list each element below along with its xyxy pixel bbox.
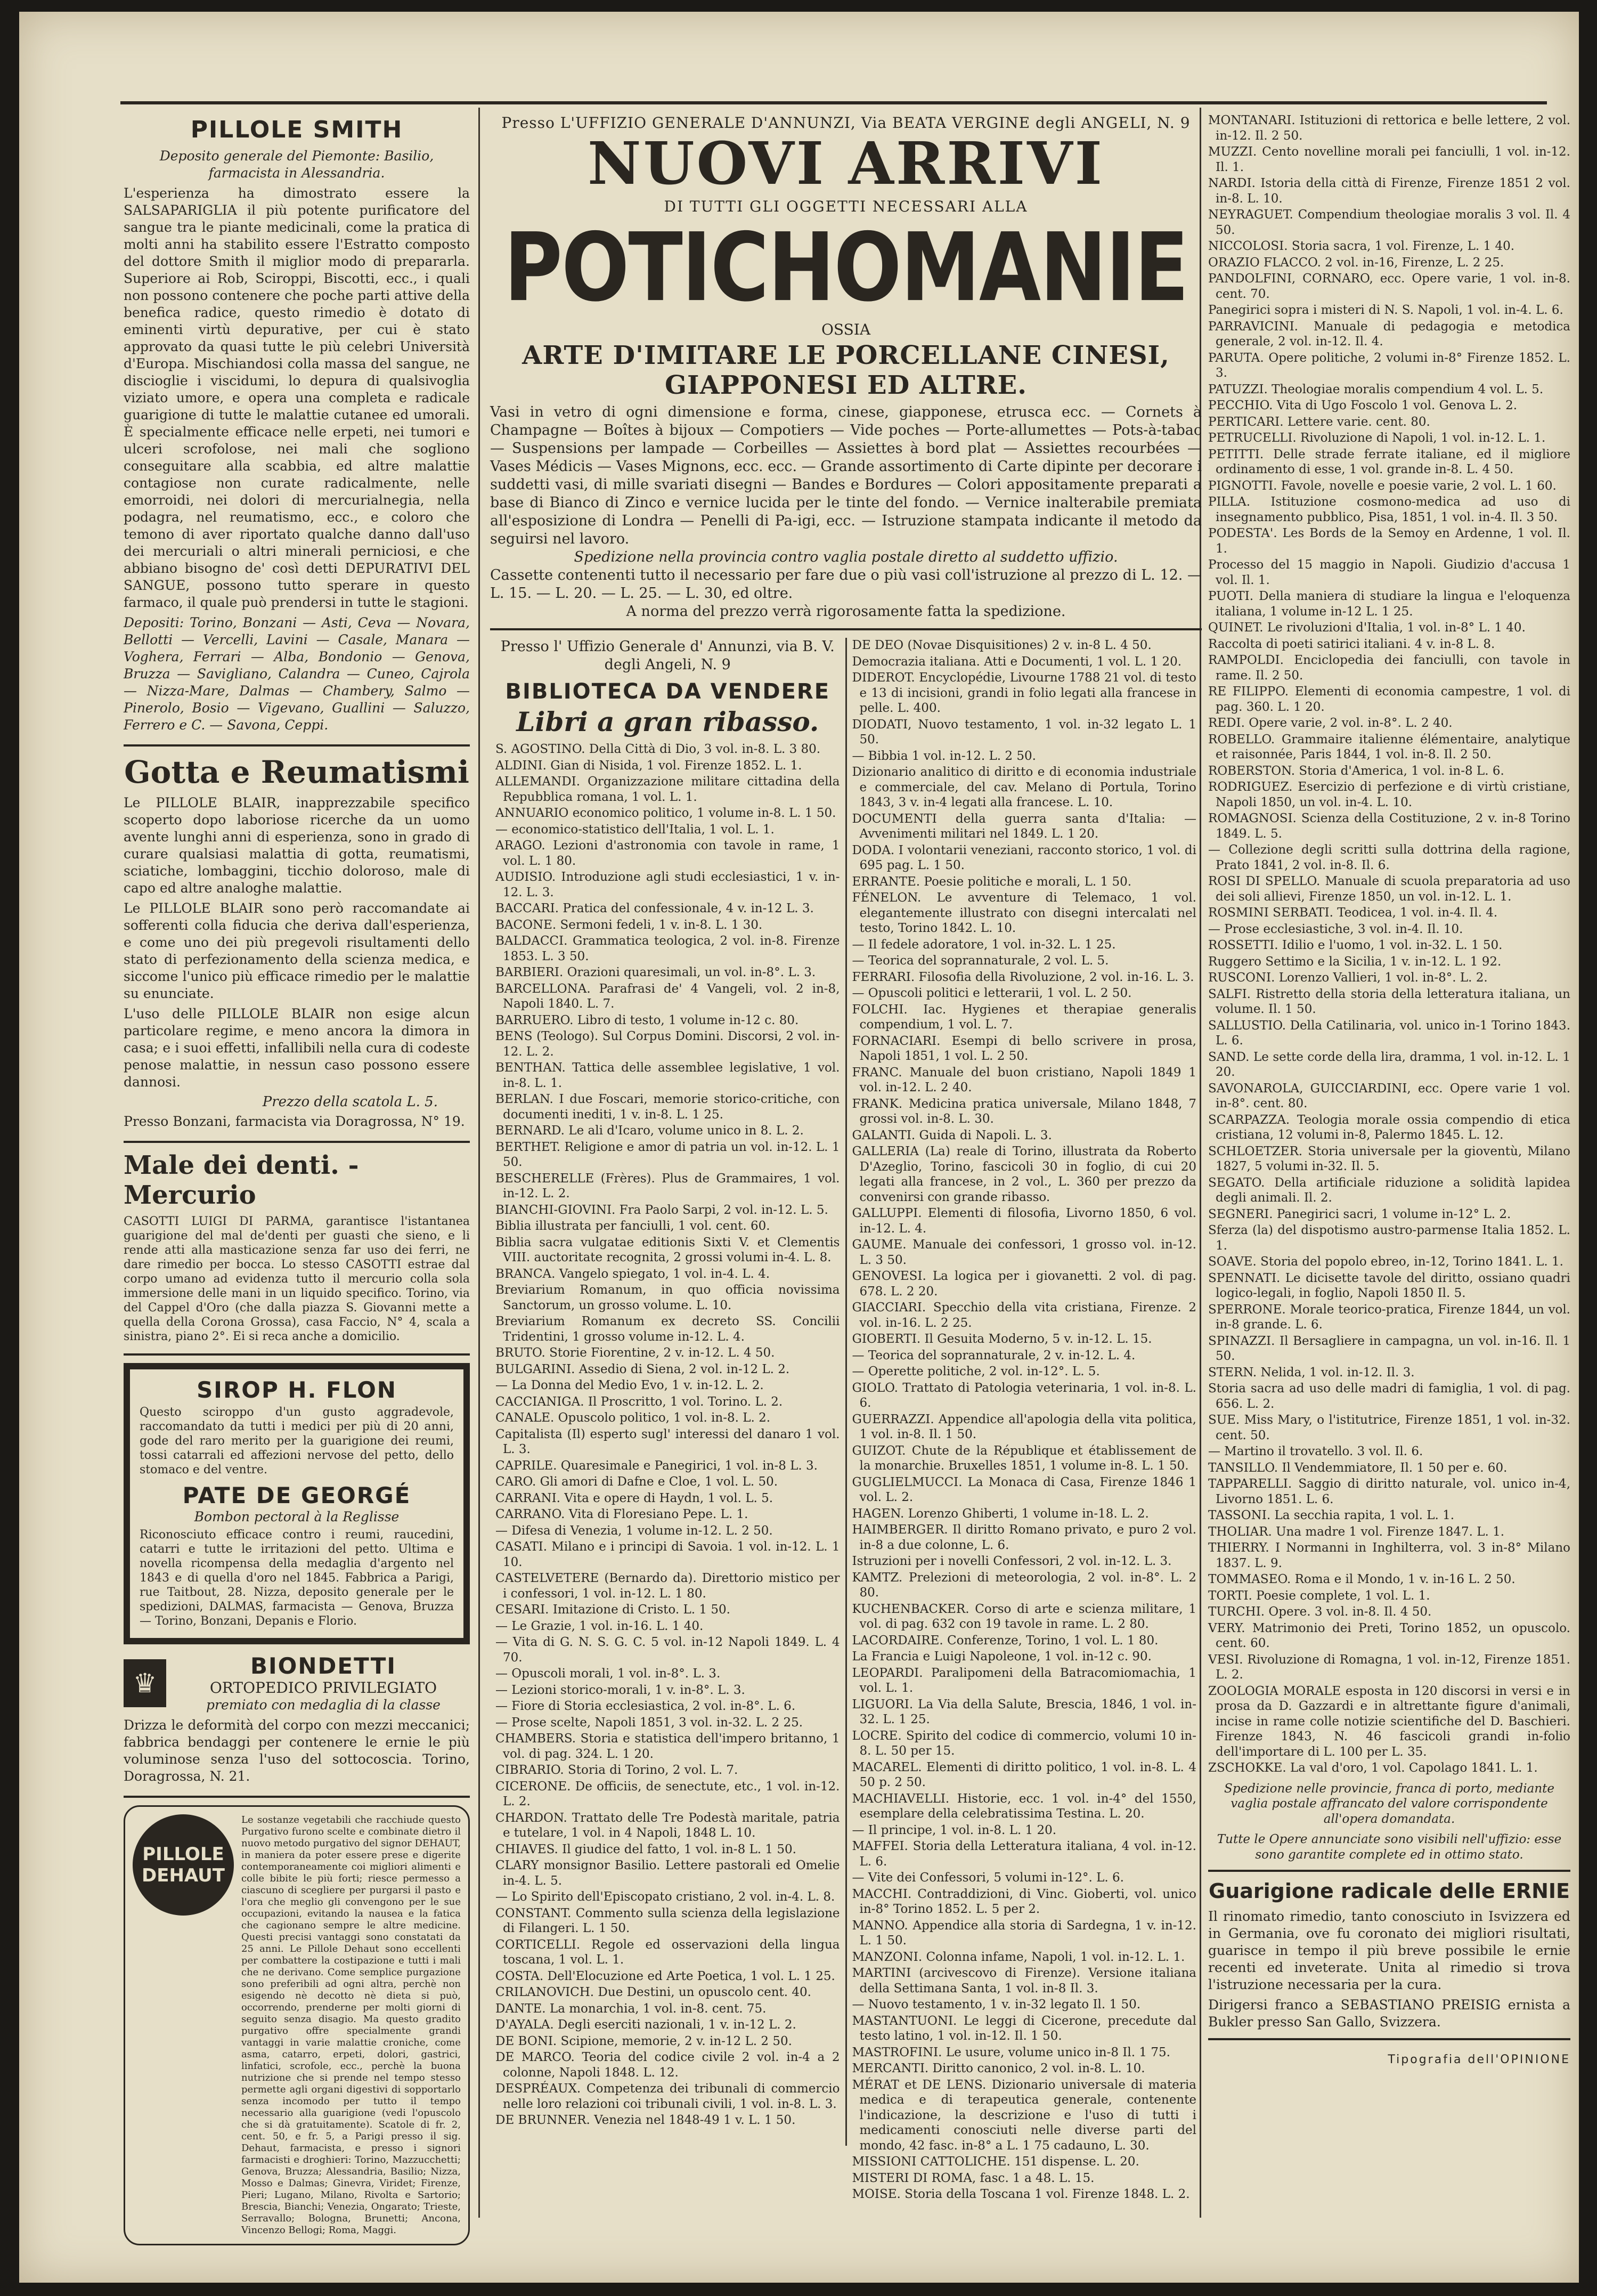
- book-entry: LOCRE. Spirito del codice di commercio, volumi 10 in-8. L. 50 per 15.: [852, 1729, 1196, 1758]
- book-entry: PERTICARI. Lettere varie. cent. 80.: [1208, 415, 1430, 429]
- book-entry: GAUME. Manuale dei confessori, 1 grosso vol. in-12. L. 3 50.: [852, 1238, 1196, 1267]
- book-entry: — La Donna del Medio Evo, 1 v. in-12. L. 2.: [495, 1378, 764, 1392]
- book-entry: PARRAVICINI. Manuale di pedagogia e metodica generale, 2 vol. in-12. Il. 4.: [1208, 319, 1570, 348]
- book-entry: ROSMINI SERBATI. Teodicea, 1 vol. in-4. Il. 4.: [1208, 906, 1498, 920]
- smith-title: PILLOLE SMITH: [190, 116, 403, 143]
- book-entry: CIBRARIO. Storia di Torino, 2 vol. L. 7.: [495, 1763, 738, 1777]
- bib-title: BIBLIOTECA DA VENDERE: [505, 679, 830, 704]
- middle-column: [490, 113, 1202, 2201]
- bib-subtitle: Libri a gran ribasso.: [516, 706, 819, 737]
- book-entry: DE BRUNNER. Venezia nel 1848-49 1 v. L. 1 50.: [495, 2113, 796, 2127]
- book-entry: MANNO. Appendice alla storia di Sardegna, 1 v. in-12. L. 1 50.: [852, 1918, 1196, 1948]
- spedizione-note: Spedizione nelle provincie, franca di porto, mediante vaglia postale affrancato del valore corrispondente all'opera domandata.: [1224, 1781, 1554, 1826]
- gotta-price: Prezzo della scatola L. 5.: [262, 1094, 438, 1110]
- di-tutti-line: DI TUTTI GLI OGGETTI NECESSARI ALLA: [664, 198, 1028, 215]
- book-entry: Breviarium Romanum ex decreto SS. Concilii Tridentini, 1 grosso volume in-12. L. 4.: [495, 1315, 840, 1344]
- book-entry: DANTE. La monarchia, 1 vol. in-8. cent. 75.: [495, 2001, 767, 2016]
- book-entry: Raccolta di poeti satirici italiani. 4 v. in-8 L. 8.: [1208, 637, 1495, 651]
- book-entry: ERRANTE. Poesie politiche e morali, L. 1 50.: [852, 874, 1132, 889]
- norma-line: A norma del prezzo verrà rigorosamente fatta la spedizione.: [626, 603, 1066, 620]
- book-entry: — Il principe, 1 vol. in-8. L. 1 20.: [852, 1823, 1057, 1837]
- book-entry: CLARY monsignor Basilio. Lettere pastorali ed Omelie in-4. L. 5.: [495, 1859, 840, 1888]
- gotta-presso: Presso Bonzani, farmacista via Doragrossa, N° 19.: [124, 1114, 465, 1129]
- biondetti-medal: premiato con medaglia di la classe: [206, 1697, 441, 1713]
- book-entry: — Teorica del soprannaturale, 2 vol. L. 5.: [852, 954, 1109, 968]
- book-entry: CAPRILE. Quaresimale e Panegirici, 1 vol. in-8 L. 3.: [495, 1458, 818, 1473]
- book-entry: MOISE. Storia della Toscana 1 vol. Firenze 1848. L. 2.: [852, 2187, 1190, 2201]
- vasi-list: Vasi in vetro di ogni dimensione e forma, cinese, giapponese, etrusca ecc. — Cornets à Champagne — Boîtes à bijoux — Compotiers — Vide poches — Porte-allumettes — Pots-à-tabac — Suspensions per lampade — Corbeilles — Assiettes à bord plat — Assiettes recourbées — Vases Médicis — Vases Mignons, ecc. ecc. — Grande assortimento di Carte dipinte per decorare i suddetti vasi, di mille svariati disegni — Bandes e Bordures — Colori appositamente preparati a base di Bianco di Zinco e vernice lucida per le tinte del fondo. — Vernice inalterabile premiata all'esposizione di Londra — Penelli di Pa-igi, ecc. — Istruzione stampata indicante il metodo da seguirsi nel lavoro.: [490, 404, 1202, 547]
- crown-emblem-icon: ♛: [124, 1659, 166, 1707]
- book-entry: RUSCONI. Lorenzo Vallieri, 1 vol. in-8°. L. 2.: [1208, 971, 1488, 985]
- book-entry: CACCIANIGA. Il Proscritto, 1 vol. Torino. L. 2.: [495, 1394, 783, 1409]
- book-entry: PODESTA'. Les Bords de la Semoy en Ardenne, 1 vol. Il. 1.: [1208, 526, 1570, 556]
- book-entry: TORTI. Poesie complete, 1 vol. L. 1.: [1208, 1588, 1430, 1603]
- dehaut-content: [133, 1814, 461, 2236]
- book-entry: ALDINI. Gian di Nisida, 1 vol. Firenze 1852. L. 1.: [495, 758, 802, 773]
- book-entry: Processo del 15 maggio in Napoli. Giudizio d'accusa 1 vol. Il. 1.: [1208, 558, 1570, 587]
- book-entry: Panegirici sopra i misteri di N. S. Napoli, 1 vol. in-4. L. 6.: [1208, 303, 1563, 317]
- printer-credit: Tipografia dell'OPINIONE: [1388, 2053, 1570, 2066]
- book-entry: Istruzioni per i novelli Confessori, 2 vol. in-12. L. 3.: [852, 1554, 1172, 1568]
- book-entry: PATUZZI. Theologiae moralis compendium 4 vol. L. 5.: [1208, 382, 1544, 396]
- book-entry: SAND. Le sette corde della lira, dramma, 1 vol. in-12. L. 1 20.: [1208, 1050, 1570, 1079]
- book-entry: BACCARI. Pratica del confessionale, 4 v. in-12 L. 3.: [495, 902, 814, 915]
- book-entry: FOLCHI. Iac. Hygienes et therapiae generalis compendium, 1 vol. L. 7.: [852, 1002, 1196, 1032]
- book-entry: GENOVESI. La logica per i giovanetti. 2 vol. di pag. 678. L. 2 20.: [852, 1269, 1196, 1299]
- george-subtitle: Bombon pectoral à la Reglisse: [194, 1509, 400, 1524]
- book-entry: BENS (Teologo). Sul Corpus Domini. Discorsi, 2 vol. in-12. L. 2.: [495, 1029, 840, 1059]
- book-entry: ROBERSTON. Storia d'America, 1 vol. in-8 L. 6.: [1208, 764, 1504, 778]
- book-entry: CONSTANT. Commento sulla scienza della legislazione di Filangeri. L. 1 50.: [495, 1906, 840, 1935]
- arte-line: ARTE D'IMITARE LE PORCELLANE CINESI, GIAPPONESI ED ALTRE.: [522, 340, 1170, 400]
- book-entry: GIOLO. Trattato di Patologia veterinaria, 1 vol. in-8. L. 6.: [852, 1381, 1196, 1410]
- book-entry: BERNARD. Le ali d'Icaro, volume unico in 8. L. 2.: [495, 1124, 804, 1138]
- book-entry: Breviarium Romanum, in quo officia novissima Sanctorum, un grosso volume. L. 10.: [495, 1283, 840, 1312]
- flon-title: SIROP H. FLON: [197, 1377, 397, 1403]
- book-entry: MARTINI (arcivescovo di Firenze). Versione italiana della Settimana Santa, 1 vol. in-8 Il. 3.: [852, 1966, 1196, 1995]
- book-entry: MERCANTI. Diritto canonico, 2 vol. in-8. L. 10.: [852, 2062, 1145, 2075]
- biondetti-body: Drizza le deformità del corpo con mezzi meccanici; fabbrica bendaggi per contenere le ernie le più voluminose senza l'uso del sottocoscia. Torino, Doragrossa, N. 21.: [124, 1717, 470, 1784]
- book-entry: CHARDON. Trattato delle Tre Podestà maritale, patria e tutelare, 1 vol. in 4 Napoli, 1848 L. 10.: [495, 1811, 840, 1840]
- gotta-p3: L'uso delle PILLOLE BLAIR non esige alcun particolare regime, e meno ancora la dimora in casa; e i suoi effetti, infallibili nella cura di codeste penose malattie, in nessun caso possono essere dannosi.: [124, 1006, 470, 1090]
- potichomanie-title: POTICHOMANIE: [504, 213, 1188, 323]
- dehaut-badge-line1: PILLOLE: [142, 1844, 224, 1865]
- book-entry: NARDI. Istoria della città di Firenze, Firenze 1851 2 vol. in-8. L. 10.: [1208, 176, 1570, 206]
- book-entry: MONTANARI. Istituzioni di rettorica e belle lettere, 2 vol. in-12. Il. 2 50.: [1208, 113, 1570, 143]
- book-entry: CORTICELLI. Regole ed osservazioni della lingua toscana, 1 vol. L. 1.: [495, 1937, 840, 1967]
- book-entry: CARRANI. Vita e opere di Haydn, 1 vol. L. 5.: [495, 1491, 773, 1505]
- book-entry: NEYRAGUET. Compendium theologiae moralis 3 vol. Il. 4 50.: [1208, 208, 1570, 237]
- biondetti-header: [124, 1653, 470, 1714]
- book-entry: BARRUERO. Libro di testo, 1 volume in-12 c. 80.: [495, 1013, 799, 1027]
- book-entry: La Francia e Luigi Napoleone, 1 vol. in-12 c. 90.: [852, 1650, 1152, 1664]
- flon-body: Questo sciroppo d'un gusto aggradevole, raccomandato da tutti i medici per più di 20 anni, gode del raro merito per la guarigione dei reumi, tossi catarrali ed affezioni nervose del petto, dello stomaco e del ventre.: [140, 1406, 454, 1476]
- book-entry: CRILANOVICH. Due Destini, un opuscolo cent. 40.: [495, 1985, 811, 1999]
- spedizione-line: Spedizione nella provincia contro vaglia postale diretto al suddetto uffizio.: [574, 549, 1118, 565]
- denti-body: CASOTTI LUIGI DI PARMA, garantisce l'istantanea guarigione del mal de'denti per guasti che sieno, e li rende atti alla masticazione senza far uso dei ferri, ne dare rimedio per bocca. Lo stesso CASOTTI estrae dal corpo umano ad evidenza tutto il mercurio colla sola immersione delle mani in un liquido specifico. Torino, via del Cappel d'Oro (che dalla piazza S. Giovanni mette a quella della Corona Grossa), casa Faccio, N° 4, scala a sinistra, piano 2°. Ei si reca anche a domicilio.: [124, 1215, 470, 1343]
- book-entry: DE DEO (Novae Disquisitiones) 2 v. in-8 L. 4 50.: [852, 638, 1152, 652]
- book-entry: DESPRÉAUX. Competenza dei tribunali di commercio nelle loro relazioni coi tribunali civili, 1 vol. in-8. L. 3.: [495, 2082, 840, 2111]
- book-entry: MACHIAVELLI. Historie, ecc. 1 vol. in-4° del 1550, esemplare della celebratissima Testina. L. 20.: [852, 1791, 1196, 1821]
- book-entry: CESARI. Imitazione di Cristo. L. 1 50.: [495, 1603, 730, 1617]
- book-entry: QUINET. Le rivoluzioni d'Italia, 1 vol. in-8° L. 1 40.: [1208, 621, 1526, 635]
- book-entry: — Prose ecclesiastiche, 3 vol. in-4. Il. 10.: [1208, 922, 1463, 936]
- book-entry: — Teorica del soprannaturale, 2 v. in-12. L. 4.: [852, 1348, 1136, 1362]
- book-entry: TASSONI. La secchia rapita, 1 vol. L. 1.: [1208, 1508, 1455, 1522]
- book-entry: Storia sacra ad uso delle madri di famiglia, 1 vol. di pag. 656. L. 2.: [1208, 1382, 1570, 1411]
- book-entry: SPERRONE. Morale teorico-pratica, Firenze 1844, un vol. in-8 grande. L. 6.: [1208, 1302, 1570, 1332]
- book-entry: SPINAZZI. Il Bersagliere in campagna, un vol. in-16. Il. 1 50.: [1208, 1334, 1570, 1363]
- book-entry: DIODATI, Nuovo testamento, 1 vol. in-32 legato L. 1 50.: [852, 717, 1196, 747]
- book-entry: GUGLIELMUCCI. La Monaca di Casa, Firenze 1846 1 vol. L. 2.: [852, 1475, 1196, 1504]
- book-entry: VERY. Matrimonio dei Preti, Torino 1852, un opuscolo. cent. 60.: [1208, 1621, 1570, 1650]
- book-entry: — Fiore di Storia ecclesiastica, 2 vol. in-8°. L. 6.: [495, 1699, 796, 1713]
- book-entry: SEGATO. Della artificiale riduzione a solidità lapidea degli animali. Il. 2.: [1208, 1175, 1570, 1205]
- book-entry: PIGNOTTI. Favole, novelle e poesie varie, 2 vol. L. 1 60.: [1208, 478, 1557, 493]
- book-entry: MAFFEI. Storia della Letteratura italiana, 4 vol. in-12. L. 6.: [852, 1839, 1196, 1869]
- book-entry: GALLUPPI. Elementi di filosofia, Livorno 1850, 6 vol. in-12. L. 4.: [852, 1206, 1196, 1236]
- book-entry: SUE. Miss Mary, o l'istitutrice, Firenze 1851, 1 vol. in-32. cent. 50.: [1208, 1413, 1570, 1442]
- book-entry: REDI. Opere varie, 2 vol. in-8°. L. 2 40.: [1208, 716, 1453, 730]
- book-entry: TANSILLO. Il Vendemmiatore, Il. 1 50 per e. 60.: [1208, 1461, 1508, 1475]
- book-entry: SCARPAZZA. Teologia morale ossia compendio di etica cristiana, 12 volumi in-8, Palermo 1845. L. 12.: [1208, 1113, 1570, 1142]
- book-entry: — Prose scelte, Napoli 1851, 3 vol. in-32. L. 2 25.: [495, 1715, 803, 1730]
- book-entry: GUIZOT. Chute de la République et établissement de la monarchie. Bruxelles 1851, 1 volume in-8. L. 1 50.: [852, 1443, 1196, 1473]
- top-rule: [120, 101, 1547, 104]
- book-entry: TURCHI. Opere. 3 vol. in-8. Il. 4 50.: [1208, 1605, 1432, 1619]
- book-entry: MANZONI. Colonna infame, Napoli, 1 vol. in-12. L. 1.: [852, 1950, 1185, 1964]
- book-entry: Capitalista (Il) esperto sugl' interessi del danaro 1 vol. L. 3.: [495, 1427, 840, 1456]
- book-entry: PUOTI. Della maniera di studiare la lingua e l'eloquenza italiana, 1 volume in-12 L. 1 25.: [1208, 589, 1570, 619]
- biondetti-subtitle: ORTOPEDICO PRIVILEGIATO: [209, 1679, 437, 1697]
- dehaut-badge: [133, 1814, 234, 1916]
- book-entry: ZOOLOGIA MORALE esposta in 120 discorsi in versi e in prosa da D. Gazzardi e in altrettante figure d'animali, incise in rame colle notizie scientifiche del D. Baschieri. Firenze 1843, N. 46 fascicoli grandi in-folio dell'importare di L. 100 per L. 35.: [1208, 1684, 1570, 1759]
- book-entry: ROSI DI SPELLO. Manuale di scuola preparatoria ad uso dei soli allievi, Firenze 1850, un vol. in-12. L. 1.: [1208, 874, 1570, 904]
- gotta-p2: Le PILLOLE BLAIR sono però raccomandate ai sofferenti colla fiducia che deriva dall'esperienza, e come uno dei più pregevoli risultamenti dello stato di perfezionamento della scienza medica, e siccome l'unico più efficace rimedio per le malattie su enunciate.: [124, 900, 470, 1001]
- book-entry: BERTHET. Religione e amor di patria un vol. in-12. L. 1 50.: [495, 1140, 840, 1169]
- bib-presso: Presso l' Uffizio Generale d' Annunzi, via B. V. degli Angeli, N. 9: [500, 638, 835, 673]
- book-entry: ZSCHOKKE. La val d'oro, 1 vol. Capolago 1841. L. 1.: [1208, 1761, 1538, 1775]
- book-entry: GALLERIA (La) reale di Torino, illustrata da Roberto D'Azeglio, Torino, fascicoli 30 in foglio, di cui 20 legati alla francese, in 2 vol., L. 360 per prezzo da convenirsi con grande ribasso.: [852, 1145, 1196, 1204]
- book-entry: Biblia illustrata per fanciulli, 1 vol. cent. 60.: [495, 1219, 770, 1233]
- book-entry: ANNUARIO economico politico, 1 volume in-8. L. 1 50.: [495, 806, 836, 820]
- column-divider: [478, 108, 480, 2218]
- book-entry: BULGARINI. Assedio di Siena, 2 vol. in-12 L. 2.: [495, 1362, 790, 1376]
- book-entry: VESI. Rivoluzione di Romagna, 1 vol. in-12, Firenze 1851. L. 2.: [1208, 1652, 1570, 1682]
- ossia-line: OSSIA: [821, 321, 871, 338]
- book-entry: SALLUSTIO. Della Catilinaria, vol. unico in-1 Torino 1843. L. 6.: [1208, 1018, 1570, 1048]
- book-entry: BIANCHI-GIOVINI. Fra Paolo Sarpi, 2 vol. in-12. L. 5.: [495, 1203, 828, 1217]
- book-entry: — Operette politiche, 2 vol. in-12°. L. 5.: [852, 1365, 1100, 1378]
- newspaper-page: [19, 12, 1579, 2283]
- book-entry: PANDOLFINI, CORNARO, ecc. Opere varie, 1 vol. in-8. cent. 70.: [1208, 272, 1570, 301]
- smith-ad: [124, 116, 470, 747]
- book-entry: MUZZI. Cento novelline morali pei fanciulli, 1 vol. in-12. Il. 1.: [1208, 145, 1570, 174]
- book-entry: KUCHENBACKER. Corso di arte e scienza militare, 1 vol. di pag. 632 con 19 tavole in rame. L. 2 80.: [852, 1602, 1196, 1631]
- book-entry: CASATI. Milano e i principi di Savoia. 1 vol. in-12. L. 1 10.: [495, 1540, 840, 1569]
- book-list-right: [852, 638, 1197, 2202]
- book-entry: — Le Grazie, 1 vol. in-16. L. 1 40.: [495, 1619, 704, 1633]
- dehaut-ad: [124, 1805, 470, 2245]
- book-entry: MASTANTUONI. Le leggi di Cicerone, precedute dal testo latino, 1 vol. in-12. Il. 1 50.: [852, 2014, 1196, 2043]
- book-entry: — Difesa di Venezia, 1 volume in-12. L. 2 50.: [495, 1523, 773, 1538]
- biondetti-title: BIONDETTI: [250, 1653, 396, 1679]
- book-entry: GIACCIARI. Specchio della vita cristiana, Firenze. 2 vol. in-16. L. 2 25.: [852, 1301, 1196, 1330]
- biblioteca-left: [490, 638, 845, 2146]
- nuovi-arrivi-title: NUOVI ARRIVI: [588, 129, 1104, 198]
- book-entry: MACAREL. Elementi di diritto politico, 1 vol. in-8. L. 4 50 p. 2 50.: [852, 1760, 1196, 1789]
- book-entry: BERLAN. I due Foscari, memorie storico-critiche, con documenti inediti, 1 v. in-8. L. 1 25.: [495, 1092, 840, 1122]
- book-entry: RODRIGUEZ. Esercizio di perfezione e di virtù cristiane, Napoli 1850, un vol. in-4. L. 10.: [1208, 780, 1570, 809]
- book-entry: Ruggero Settimo e la Sicilia, 1 v. in-12. L. 1 92.: [1208, 954, 1502, 969]
- flon-ad: [124, 1363, 470, 1644]
- book-entry: BACONE. Sermoni fedeli, 1 v. in-8. L. 1 30.: [495, 918, 763, 932]
- book-entry: FORNACIARI. Esempi di bello scrivere in prosa, Napoli 1851, 1 vol. L. 2 50.: [852, 1034, 1196, 1063]
- book-list-col3: [1208, 113, 1570, 1776]
- book-entry: — Martino il trovatello. 3 vol. Il. 6.: [1208, 1445, 1423, 1458]
- book-entry: — Nuovo testamento, 1 v. in-32 legato Il. 1 50.: [852, 1998, 1141, 2011]
- book-entry: — Lo Spirito dell'Episcopato cristiano, 2 vol. in-4. L. 8.: [495, 1890, 835, 1904]
- book-entry: GUERRAZZI. Appendice all'apologia della vita politica, 1 vol. in-8. Il. 1 50.: [852, 1412, 1196, 1441]
- book-entry: Dizionario analitico di diritto e di economia industriale e commerciale, del cav. Melano di Portula, Torino 1843, 3 v. in-4 legati alla francese. L. 10.: [852, 765, 1196, 809]
- gotta-ad: [124, 754, 470, 1143]
- potichomanie-ad: [490, 114, 1202, 621]
- book-entry: — economico-statistico dell'Italia, 1 vol. L. 1.: [495, 822, 775, 837]
- book-entry: DE MARCO. Teoria del codice civile 2 vol. in-4 a 2 colonne, Napoli 1848. L. 12.: [495, 2050, 840, 2080]
- book-entry: Biblia sacra vulgatae editionis Sixti V. et Clementis VIII. auctoritate recognita, 2 grossi volumi in-4. L. 8.: [495, 1235, 840, 1264]
- book-entry: LACORDAIRE. Conferenze, Torino, 1 vol. L. 1 80.: [852, 1633, 1159, 1648]
- book-entry: BARBIERI. Orazioni quaresimali, un vol. in-8°. L. 3.: [495, 966, 816, 979]
- book-entry: CARRANO. Vita di Floresiano Pepe. L. 1.: [495, 1507, 748, 1521]
- book-entry: ARAGO. Lezioni d'astronomia con tavole in rame, 1 vol. L. 1 80.: [495, 839, 840, 868]
- book-entry: MASTROFINI. Le usure, volume unico in-8 Il. 1 75.: [852, 2045, 1170, 2059]
- book-entry: DE BONI. Scipione, memorie, 2 v. in-12 L. 2 50.: [495, 2034, 792, 2048]
- book-entry: S. AGOSTINO. Della Città di Dio, 3 vol. in-8. L. 3 80.: [495, 742, 821, 756]
- left-column: [124, 113, 470, 2236]
- book-entry: CASTELVETERE (Bernardo da). Direttorio mistico per i confessori, 1 vol. in-12. L. 1 80.: [495, 1571, 840, 1601]
- book-entry: STERN. Nelida, 1 vol. in-12. Il. 3.: [1208, 1365, 1415, 1380]
- book-entry: FRANC. Manuale del buon cristiano, Napoli 1849 1 vol. in-12. L. 2 40.: [852, 1065, 1196, 1094]
- book-entry: DODA. I volontarii veneziani, racconto storico, 1 vol. di 695 pag. L. 1 50.: [852, 843, 1196, 872]
- book-list-left: [495, 742, 840, 2128]
- book-entry: FRANK. Medicina pratica universale, Milano 1848, 7 grossi vol. in-8. L. 30.: [852, 1097, 1196, 1126]
- ernie-body: Il rinomato rimedio, tanto conosciuto in Isvizzera ed in Germania, ove fu coronato dei migliori risultati, guarisce in tempo il più breve possibile le ernie recenti ed inveterate. Unita al rimedio si trova l'istruzione necessaria per la cura.: [1208, 1909, 1570, 1992]
- gotta-title: Gotta e Reumatismi: [124, 754, 469, 790]
- book-entry: HAIMBERGER. Il diritto Romano privato, e puro 2 vol. in-8 a due colonne, L. 6.: [852, 1523, 1196, 1552]
- cassette-line: Cassette contenenti tutto il necessario per fare due o più vasi coll'istruzione al prezzo di L. 12. — L. 15. — L. 20. — L. 25. — L. 30, ed oltre.: [490, 567, 1202, 602]
- opere-note: Tutte le Opere annunciate sono visibili nell'uffizio: esse sono garantite complete ed in ottimo stato.: [1217, 1832, 1562, 1862]
- book-entry: PETITTI. Delle strade ferrate italiane, ed il migliore ordinamento di esse, 1 vol. grande in-8. L. 4 50.: [1208, 447, 1570, 476]
- book-entry: PECCHIO. Vita di Ugo Foscolo 1 vol. Genova L. 2.: [1208, 399, 1518, 412]
- book-entry: BALDACCI. Grammatica teologica, 2 vol. in-8. Firenze 1853. L. 3 50.: [495, 934, 840, 963]
- book-entry: MISTERI DI ROMA, fasc. 1 a 48. L. 15.: [852, 2171, 1095, 2185]
- book-entry: CICERONE. De officiis, de senectute, etc., 1 vol. in-12. L. 2.: [495, 1779, 840, 1808]
- book-entry: — Vita di G. N. S. G. C. 5 vol. in-12 Napoli 1849. L. 4 70.: [495, 1635, 840, 1665]
- book-entry: MACCHI. Contraddizioni, di Vinc. Gioberti, vol. unico in-8° Torino 1852. L. 5 per 2.: [852, 1887, 1196, 1916]
- book-entry: CARO. Gli amori di Dafne e Cloe, 1 vol. L. 50.: [495, 1475, 778, 1489]
- book-entry: CANALE. Opuscolo politico, 1 vol. in-8. L. 2.: [495, 1411, 771, 1425]
- book-entry: SPENNATI. Le dicisette tavole del diritto, ossiano quadri logico-legali, in foglio, Napoli 1850 Il. 5.: [1208, 1271, 1570, 1300]
- book-entry: — Collezione degli scritti sulla dottrina della ragione, Prato 1841, 2 vol. in-8. Il. 6.: [1208, 843, 1570, 872]
- presso-header: Presso L'UFFIZIO GENERALE D'ANNUNZI, Via BEATA VERGINE degli ANGELI, N. 9: [501, 114, 1191, 132]
- book-entry: Sferza (la) del dispotismo austro-parmense Italia 1852. L. 1.: [1208, 1223, 1570, 1253]
- book-entry: SCHLOETZER. Storia universale per la gioventù, Milano 1827, 5 volumi in-32. Il. 5.: [1208, 1144, 1570, 1173]
- book-entry: TAPPARELLI. Saggio di diritto naturale, vol. unico in-4, Livorno 1851. L. 6.: [1208, 1477, 1570, 1506]
- book-entry: FERRARI. Filosofia della Rivoluzione, 2 vol. in-16. L. 3.: [852, 970, 1194, 984]
- book-entry: BRUTO. Storie Fiorentine, 2 v. in-12. L. 4 50.: [495, 1346, 775, 1360]
- book-entry: — Lezioni storico-morali, 1 v. in-8°. L. 3.: [495, 1683, 745, 1697]
- book-entry: GIOBERTI. Il Gesuita Moderno, 5 v. in-12. L. 15.: [852, 1332, 1152, 1346]
- book-entry: ORAZIO FLACCO. 2 vol. in-16, Firenze, L. 2 25.: [1208, 255, 1504, 270]
- book-entry: BESCHERELLE (Frères). Plus de Grammaires, 1 vol. in-12. L. 2.: [495, 1171, 840, 1200]
- book-entry: LIGUORI. La Via della Salute, Brescia, 1846, 1 vol. in-32. L. 1 25.: [852, 1697, 1196, 1726]
- book-entry: SEGNERI. Panegirici sacri, 1 volume in-12° L. 2.: [1208, 1207, 1511, 1221]
- smith-body: L'esperienza ha dimostrato essere la SALSAPARIGLIA il più potente purificatore del sangue tra le piante medicinali, come la pratica di molti anni ha stabilito essere l'Estratto composto del dottore Smith il miglior modo di prepararla. Superiore ai Rob, Sciroppi, Biscotti, ecc., i quali non possono contenere che poche parti attive della benefica radice, questo rimedio è dotato di eminenti virtù depurative, per cui è stato approvato da quasi tutte le più celebri Università d'Europa. Mischiandosi colla massa del sangue, ne discioglie i viscidumi, lo depura di qualsivoglia viziato umore, e opera una completa e radicale guarigione di tutte le malattie cutanee ed umorali. È specialmente efficace nelle erpeti, nei tumori e ulceri scrofolose, nei mali che sogliono conseguitare alla scabbia, ed altre malattie contagiose non curate radicalmente, nelle emorroidi, nei dolori di mercurialnegia, nella podagra, nel reumatismo, ecc., e coloro che temono di aver riportato qualche danno dall'uso dei mercuriali o altri minerali perniciosi, e che abbiano bisogno de' così detti DEPURATIVI DEL SANGUE, possono tutto sperare in questo farmaco, il quale può prendersi in tutte le stagioni.: [124, 185, 470, 610]
- book-entry: NICCOLOSI. Storia sacra, 1 vol. Firenze, L. 1 40.: [1208, 239, 1515, 253]
- book-entry: FÉNELON. Le avventure di Telemaco, 1 vol. elegantemente illustrato con disegni intercalati nel testo, Torino 1842. L. 10.: [852, 891, 1196, 935]
- dehaut-body: Le sostanze vegetabili che racchiude questo Purgativo furono scelte e combinate dietro il nuovo metodo purgativo del signor DEHAUT, in maniera da poter essere prese e digerite contemporaneamente coi migliori alimenti e colle bibite le più forti; riesce permesso a ciascuno di scegliere per purgarsi il pasto e l'ora che meglio gli convengono per le sue occupazioni, evitando la nausea e la fatica che cagionano sempre le altre medicine. Questi precisi vantaggi sono constatati da 25 anni. Le Pillole Dehaut sono eccellenti per combattere la costipazione e tutti i mali che ne derivano. Come semplice purgazione sono preferibili ad ogni altra, perchè non esigendo nè decotto nè dieta si può, occorrendo, prenderne per molti giorni di seguito senza disagio. Ma questo gradito purgativo offre specialmente grandi vantaggi in varie malattie croniche, come asma, catarro, erpeti, dolori, gastrici, linfatici, scrofole, ecc., perchè la buona nutrizione che si prende nel tempo stesso permette agli organi digestivi di sopportarlo senza incomodo per tutto il tempo necessario alla guarigione (vedi l'opuscolo che si dà gratuitamente). Scatole di fr. 2, cent. 50, e fr. 5, a Parigi presso il sig. Dehaut, farmacista, e presso i signori farmacisti e droghieri: Torino, Mazzucchetti; Genova, Bruzza; Alessandria, Basilio; Nizza, Mosso e Dalmas; Ginevra, Viridet; Firenze, Pieri; Lugano, Milano, Rivolta e Sartorio; Brescia, Bianchi; Venezia, Ongarato; Trieste, Serravallo; Bologna, Brunetti; Ancona, Vincenzo Bellogi; Roma, Maggi.: [241, 1814, 461, 2236]
- biblioteca-section: [490, 638, 1202, 2201]
- dehaut-badge-line2: DEHAUT: [142, 1865, 225, 1886]
- biblioteca-right: [845, 638, 1202, 2201]
- book-entry: PETRUCELLI. Rivoluzione di Napoli, 1 vol. in-12. L. 1.: [1208, 431, 1546, 445]
- right-column: [1208, 113, 1570, 2223]
- book-entry: THIERRY. I Normanni in Inghilterra, vol. 3 in-8° Milano 1837. L. 9.: [1208, 1541, 1570, 1570]
- book-entry: BRANCA. Vangelo spiegato, 1 vol. in-4. L. 4.: [495, 1267, 770, 1281]
- book-entry: AUDISIO. Introduzione agli studi ecclesiastici, 1 v. in-12. L. 3.: [495, 870, 840, 899]
- book-entry: GALANTI. Guida di Napoli. L. 3.: [852, 1128, 1052, 1142]
- book-entry: COSTA. Dell'Elocuzione ed Arte Poetica, 1 vol. L. 1 25.: [495, 1969, 835, 1983]
- ernie-title: Guarigione radicale delle ERNIE: [1209, 1879, 1570, 1903]
- denti-title: Male dei denti. - Mercurio: [124, 1150, 359, 1210]
- book-entry: THOLIAR. Una madre 1 vol. Firenze 1847. L. 1.: [1208, 1524, 1505, 1539]
- book-entry: LEOPARDI. Paralipomeni della Batracomiomachia, 1 vol. L. 1.: [852, 1666, 1196, 1695]
- book-entry: CHAMBERS. Storia e statistica dell'impero britanno, 1 vol. di pag. 324. L. 1 20.: [495, 1732, 840, 1761]
- book-entry: PARUTA. Opere politiche, 2 volumi in-8° Firenze 1852. L. 3.: [1208, 351, 1570, 380]
- book-entry: — Bibbia 1 vol. in-12. L. 2 50.: [852, 749, 1036, 763]
- gotta-p1: Le PILLOLE BLAIR, inapprezzabile specifico scoperto dopo laboriose ricerche da un uomo avente lunghi anni di esperienza, sono in grado di curare qualsiasi malattia di gotta, reumatismi, sciatiche, lombaggini, ticchio doloroso, male di capo ed altre analoghe malattie.: [124, 795, 470, 896]
- book-entry: Democrazia italiana. Atti e Documenti, 1 vol. L. 1 20.: [852, 654, 1182, 669]
- book-entry: — Vite dei Confessori, 5 volumi in-12°. L. 6.: [852, 1871, 1124, 1885]
- book-entry: MÉRAT et DE LENS. Dizionario universale di materia medica e di terapeutica generale, contenente l'indicazione, la descrizione e l'uso di tutti i medicamenti conosciuti nelle diverse parti del mondo, 42 fasc. in-8° a L. 1 75 cadauno, L. 30.: [852, 2078, 1196, 2153]
- book-entry: ROSSETTI. Idilio e l'uomo, 1 vol. in-32. L. 1 50.: [1208, 938, 1503, 952]
- book-entry: BENTHAN. Tattica delle assemblee legislative, 1 vol. in-8. L. 1.: [495, 1061, 840, 1090]
- book-entry: — Opuscoli politici e letterarii, 1 vol. L. 2 50.: [852, 986, 1132, 1000]
- book-entry: D'AYALA. Degli eserciti nazionali, 1 v. in-12 L. 2.: [495, 2018, 796, 2032]
- book-entry: RAMPOLDI. Enciclopedia dei fanciulli, con tavole in rame. Il. 2 50.: [1208, 653, 1570, 683]
- book-entry: SAVONAROLA, GUICCIARDINI, ecc. Opere varie 1 vol. in-8°. cent. 80.: [1208, 1081, 1570, 1110]
- book-entry: — Opuscoli morali, 1 vol. in-8°. L. 3.: [495, 1667, 721, 1681]
- biondetti-ad: [124, 1653, 470, 1798]
- denti-ad: [124, 1150, 470, 1356]
- smith-depositi: Depositi: Torino, Bonzani — Asti, Ceva — Novara, Bellotti — Vercelli, Lavini — Casale, Manara — Voghera, Ferrari — Alba, Bondonio — Genova, Bruzza — Savigliano, Calandra — Cuneo, Cajrola — Nizza-Mare, Dalmas — Chambery, Salmo — Pinerolo, Bosio — Vigevano, Guallini — Saluzzo, Ferrero e C. — Savona, Ceppi.: [124, 615, 470, 733]
- book-entry: DOCUMENTI della guerra santa d'Italia: — Avvenimenti militari nel 1849. L. 1 20.: [852, 812, 1196, 841]
- section-rule: [1208, 1870, 1570, 1872]
- book-entry: TOMMASEO. Roma e il Mondo, 1 v. in-16 L. 2 50.: [1208, 1572, 1515, 1586]
- book-entry: CHIAVES. Il giudice del fatto, 1 vol. in-8 L. 1 50.: [495, 1842, 796, 1856]
- section-rule: [490, 628, 1202, 630]
- book-entry: HAGEN. Lorenzo Ghiberti, 1 volume in-18. L. 2.: [852, 1506, 1149, 1521]
- book-entry: MISSIONI CATTOLICHE. 151 dispense. L. 20.: [852, 2155, 1139, 2169]
- smith-subtitle: Deposito generale del Piemonte: Basilio, farmacista in Alessandria.: [159, 148, 434, 181]
- book-entry: ROMAGNOSI. Scienza della Costituzione, 2 v. in-8 Torino 1849. L. 5.: [1208, 812, 1570, 841]
- george-title: PATE DE GEORGÉ: [182, 1482, 411, 1508]
- section-rule: [1208, 2038, 1570, 2040]
- book-entry: SOAVE. Storia del popolo ebreo, in-12, Torino 1841. L. 1.: [1208, 1255, 1563, 1269]
- book-entry: DIDEROT. Encyclopédie, Livourne 1788 21 vol. di testo e 13 di incisioni, grandi in folio legati alla francese in pelle. L. 400.: [852, 671, 1196, 715]
- book-entry: BARCELLONA. Parafrasi de' 4 Vangeli, vol. 2 in-8, Napoli 1840. L. 7.: [495, 981, 840, 1011]
- book-entry: ALLEMANDI. Organizzazione militare cittadina della Repubblica romana, 1 vol. L. 1.: [495, 775, 840, 804]
- book-entry: SALFI. Ristretto della storia della letteratura italiana, un volume. Il. 1 50.: [1208, 987, 1570, 1016]
- book-entry: PILLA. Istituzione cosmono-medica ad uso di insegnamento pubblico, Pisa, 1851, 1 vol. in-4. Il. 3 50.: [1208, 495, 1570, 524]
- george-body: Riconosciuto efficace contro i reumi, raucedini, catarri e tutte le irritazioni del petto. Ultima e novella ricompensa della medaglia d'argento nel 1843 e di quella d'oro nel 1845. Fabbrica a Parigi, rue Taitbout, 28. Nizza, deposito generale per le spedizioni, DALMAS, farmacista — Genova, Bruzza — Torino, Bonzani, Depanis e Florio.: [140, 1528, 454, 1628]
- book-entry: RE FILIPPO. Elementi di economia campestre, 1 vol. di pag. 360. L. 1 20.: [1208, 685, 1570, 714]
- book-entry: KAMTZ. Prelezioni di meteorologia, 2 vol. in-8°. L. 2 80.: [852, 1570, 1196, 1600]
- book-entry: — Il fedele adoratore, 1 vol. in-32. L. 1 25.: [852, 937, 1116, 952]
- ernie-address: Dirigersi franco a SEBASTIANO PREISIG ernista a Bukler presso San Gallo, Svizzera.: [1208, 1997, 1570, 2030]
- book-entry: ROBELLO. Grammaire italienne élémentaire, analytique et raisonnée, Paris 1844, 1 vol. in-8. Il. 2 50.: [1208, 732, 1570, 761]
